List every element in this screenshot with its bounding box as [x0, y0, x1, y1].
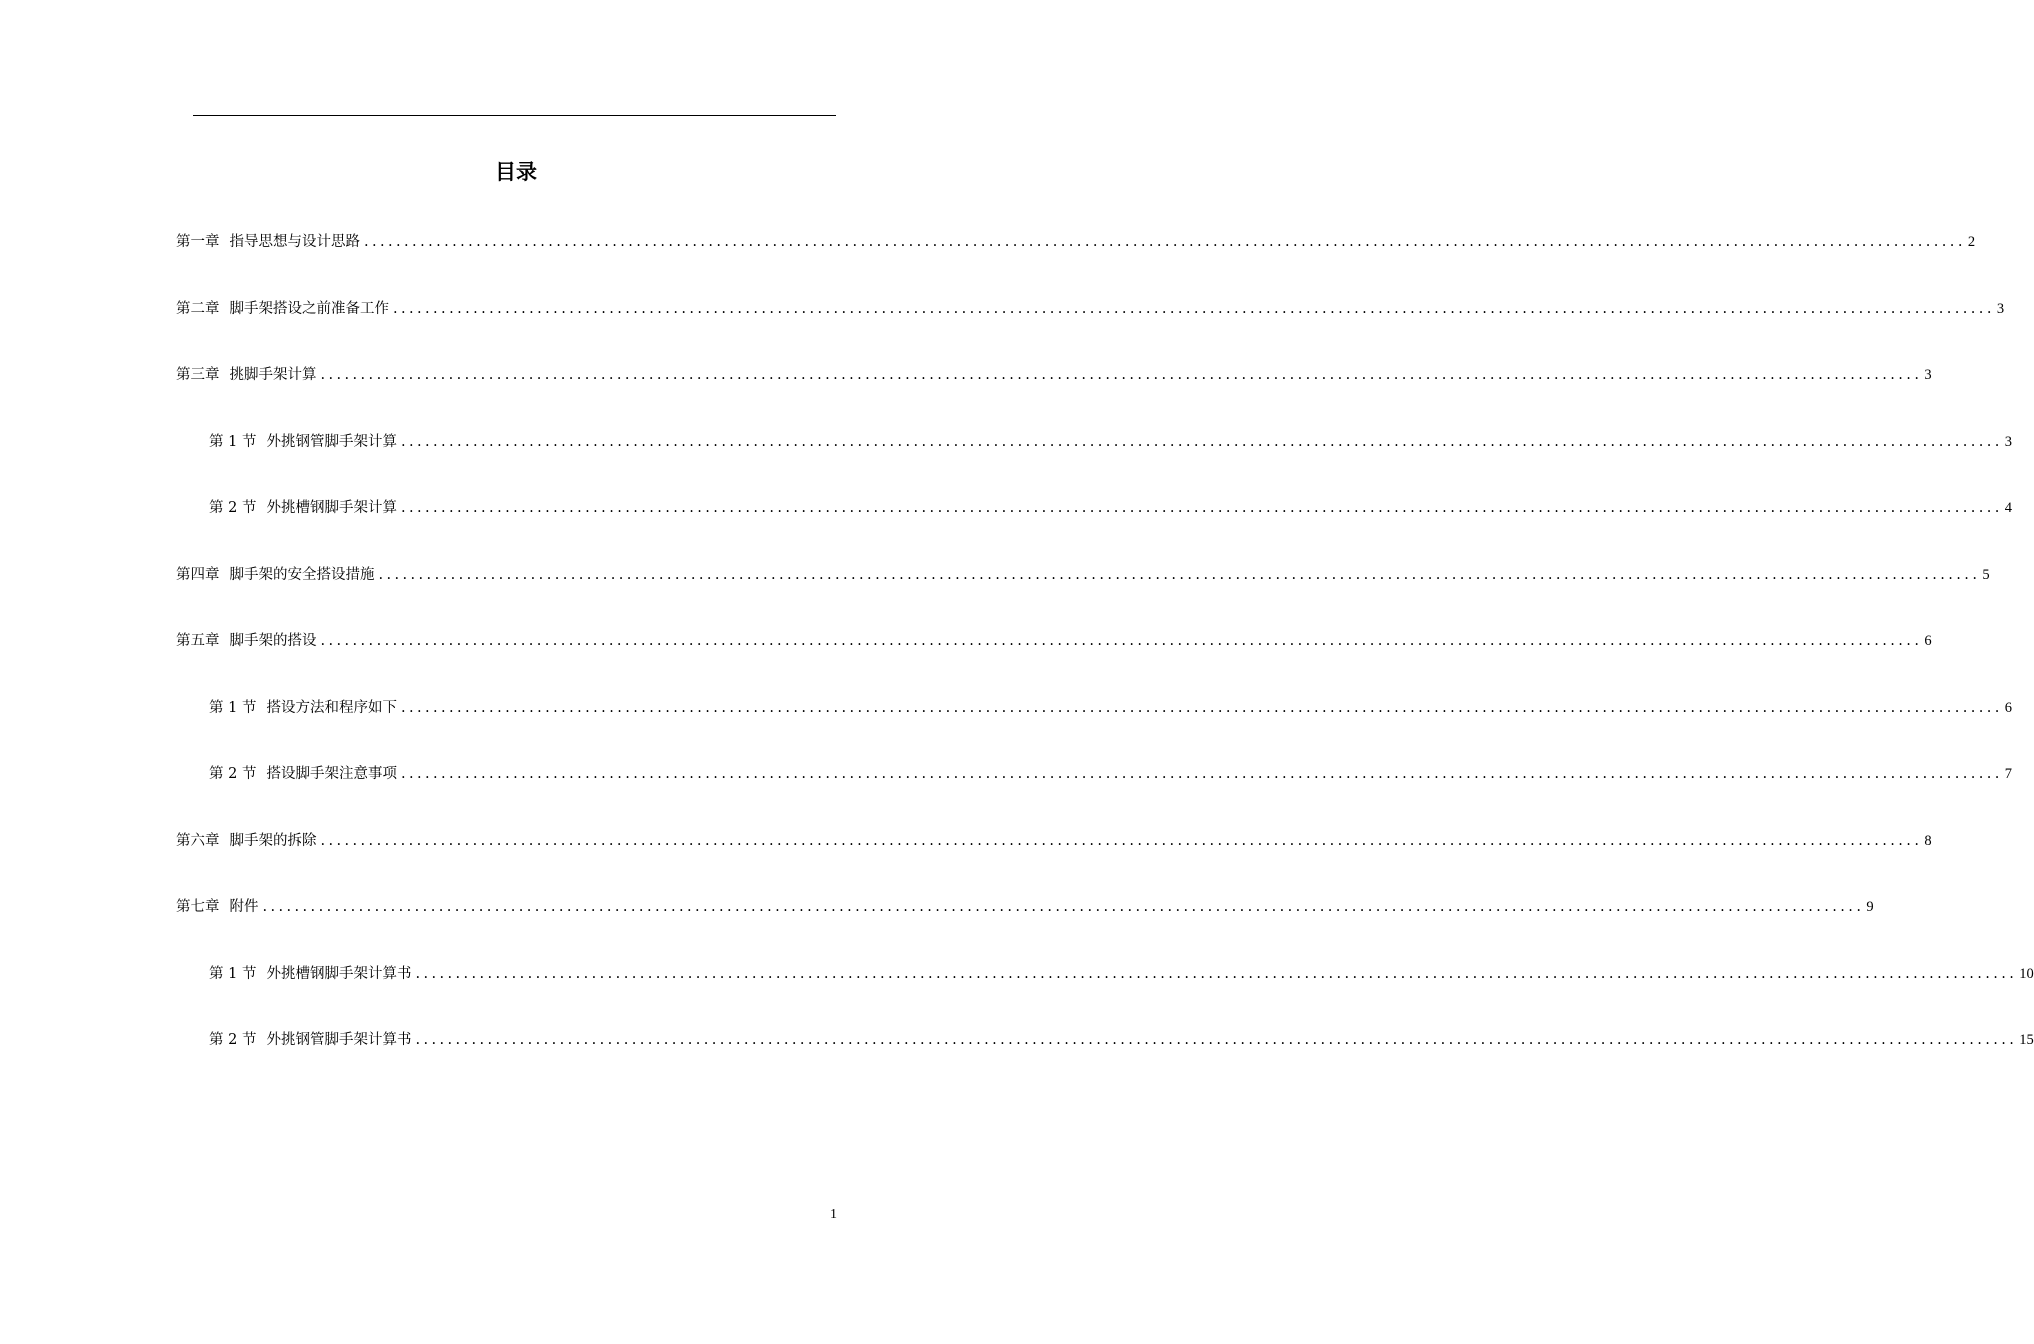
toc-entry[interactable] — [176, 561, 1990, 585]
toc-entry-label — [176, 299, 389, 319]
toc-entry-label — [209, 964, 411, 984]
dot-leader: ........................................................................................................................................................................................................ — [320, 633, 1923, 649]
toc-entry-page: 10 — [2019, 965, 2034, 982]
toc-entry[interactable] — [176, 361, 1932, 385]
toc-entry-label — [209, 1030, 411, 1050]
toc-entry[interactable] — [176, 228, 1976, 252]
toc-entry-page: 3 — [1996, 300, 2005, 317]
dot-leader: ........................................................................................................................................................................................................ — [364, 234, 1966, 250]
toc-entry-text: 外挑钢管脚手架计算书 — [266, 1032, 412, 1048]
dot-leader: ........................................................................................................................................................................................................ — [415, 1032, 2018, 1048]
toc-entry-text: 脚手架的安全搭设措施 — [229, 566, 375, 583]
toc-entry[interactable] — [209, 1026, 2034, 1050]
toc-entry-text: 脚手架的搭设 — [229, 633, 317, 649]
toc-entry-label — [209, 764, 397, 784]
toc-entry-number: 第 1 节 — [209, 433, 257, 450]
toc-entry-page: 3 — [2004, 433, 2013, 450]
toc-entry-text: 指导思想与设计思路 — [229, 234, 360, 250]
toc-entry-label — [209, 432, 397, 452]
toc-entry[interactable] — [209, 694, 2013, 718]
toc-entry-text: 搭设脚手架注意事项 — [266, 766, 397, 782]
toc-entry-label — [176, 365, 317, 385]
toc-entry-text: 脚手架搭设之前准备工作 — [229, 300, 389, 317]
toc-entry-number: 第四章 — [176, 566, 220, 583]
dot-leader: ........................................................................................................................................................................................................ — [320, 367, 1923, 383]
toc-entry[interactable] — [176, 295, 2005, 319]
toc-entry-label — [209, 498, 397, 518]
toc-entry-text: 挑脚手架计算 — [229, 367, 317, 383]
toc-entry-text: 外挑槽钢脚手架计算书 — [266, 965, 412, 982]
toc-entry[interactable] — [209, 494, 2013, 518]
toc-entry-label — [176, 565, 375, 585]
toc-entry-text: 外挑槽钢脚手架计算 — [266, 500, 397, 516]
dot-leader: ........................................................................................................................................................................................................ — [400, 699, 2003, 716]
toc-entry-page: 5 — [1982, 566, 1990, 583]
toc-entry[interactable] — [209, 428, 2013, 452]
toc-entry-page: 8 — [1924, 832, 1932, 849]
toc-entry-number: 第 1 节 — [209, 699, 257, 716]
toc-entry-page: 3 — [1924, 367, 1932, 383]
dot-leader: ........................................................................................................................................................................................................ — [393, 300, 1995, 317]
toc-entry-number: 第六章 — [176, 832, 220, 849]
dot-leader: ........................................................................................................................................................................................................ — [400, 500, 2003, 516]
dot-leader: ........................................................................................................................................................................................................ — [262, 899, 1865, 915]
toc-entry[interactable] — [176, 893, 1874, 917]
toc-entry-label — [176, 897, 259, 917]
toc-entry-text: 搭设方法和程序如下 — [266, 699, 397, 716]
toc-entry-number: 第二章 — [176, 300, 220, 317]
toc-entry-number: 第 2 节 — [209, 766, 257, 782]
toc-entry-label — [176, 831, 317, 851]
dot-leader: ........................................................................................................................................................................................................ — [400, 433, 2003, 450]
toc-entry[interactable] — [209, 960, 2034, 984]
toc-entry-label — [176, 631, 317, 651]
toc-entry[interactable] — [209, 760, 2013, 784]
toc-entry-page: 6 — [2004, 699, 2013, 716]
dot-leader: ........................................................................................................................................................................................................ — [415, 965, 2018, 982]
dot-leader: ........................................................................................................................................................................................................ — [378, 566, 1981, 583]
toc-entry-text: 脚手架的拆除 — [229, 832, 317, 849]
toc-title: 目录 — [495, 160, 537, 184]
toc-entry-page: 7 — [2004, 766, 2013, 782]
toc-entry-page: 15 — [2019, 1032, 2034, 1048]
toc-entry-label — [176, 232, 360, 252]
toc-entry-number: 第 2 节 — [209, 1032, 257, 1048]
page-number: 1 — [830, 1207, 837, 1222]
toc-entry[interactable] — [176, 827, 1932, 851]
dot-leader: ........................................................................................................................................................................................................ — [400, 766, 2003, 782]
toc-entry-text: 外挑钢管脚手架计算 — [266, 433, 397, 450]
toc-entry-text: 附件 — [229, 899, 259, 915]
toc-entry-number: 第 1 节 — [209, 965, 257, 982]
toc-entry-page: 6 — [1924, 633, 1932, 649]
toc-entry-page: 4 — [2004, 500, 2013, 516]
toc-entry-label — [209, 698, 397, 718]
toc-entry-number: 第五章 — [176, 633, 220, 649]
toc-entry-number: 第 2 节 — [209, 500, 257, 516]
toc-entry-page: 9 — [1866, 899, 1874, 915]
toc-entry[interactable] — [176, 627, 1932, 651]
dot-leader: ........................................................................................................................................................................................................ — [320, 832, 1923, 849]
toc-entry-page: 2 — [1967, 234, 1976, 250]
toc-entry-number: 第三章 — [176, 367, 220, 383]
toc-entry-number: 第七章 — [176, 899, 220, 915]
toc-entry-number: 第一章 — [176, 234, 220, 250]
